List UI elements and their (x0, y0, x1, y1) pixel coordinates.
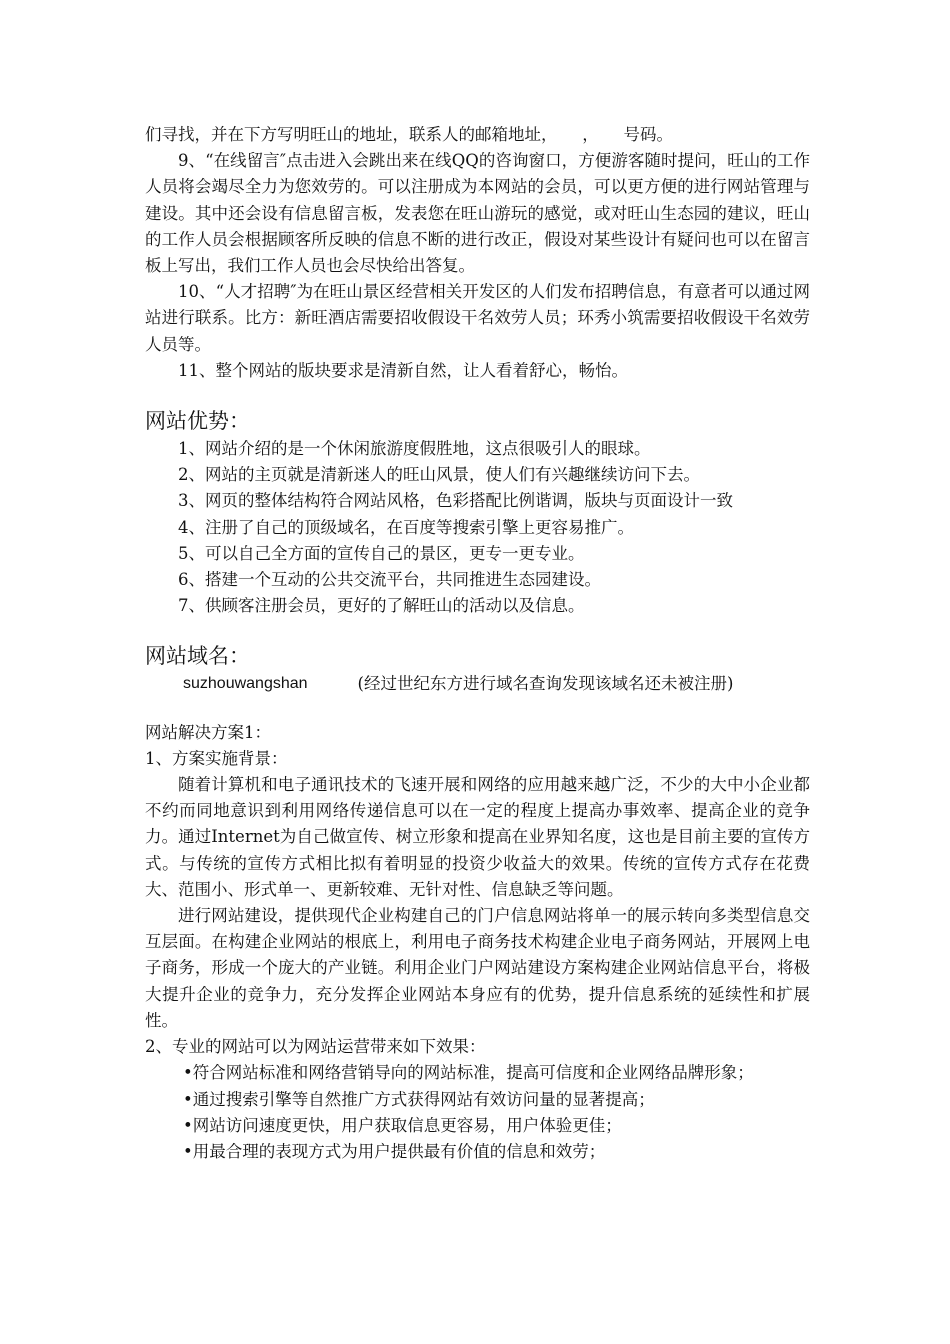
domain-note: (经过世纪东方进行域名查询发现该域名还未被注册) (357, 674, 734, 694)
spacer (145, 384, 810, 406)
advantages-heading: 网站优势： (145, 409, 250, 434)
solution-title: 网站解决方案1： (145, 722, 271, 742)
item-11-paragraph: 11、整个网站的版块要求是清新自然，让人看着舒心，畅怡。 (178, 360, 628, 380)
item-10-paragraph: 10、“人才招聘″为在旺山景区经营相关开发区的人们发布招聘信息，有意者可以通过网站进行联系。比方：新旺酒店需要招收假设干名效劳人员；环秀小筑需要招收假设干名效劳人员等。 (145, 282, 810, 354)
section2-title: 2、专业的网站可以为网站运营带来如下效果： (145, 1037, 486, 1057)
advantage-item: 4、注册了自己的顶级域名，在百度等搜索引擎上更容易推广。 (178, 517, 634, 537)
domain-line (145, 671, 810, 697)
item-9-paragraph: 9、“在线留言″点击进入会跳出来在线QQ的咨询窗口，方便游客随时提问，旺山的工作人员将会竭尽全力为您效劳的。可以注册成为本网站的会员，可以更方便的进行网站管理与建设。其中还会设有信息留言板，发表您在旺山游玩的感觉，或对旺山生态园的建议，旺山的工作人员会根据顾客所反映的信息不断的进行改正，假设对某些设计有疑问也可以在留言板上写出，我们工作人员也会尽快给出答复。 (145, 151, 810, 276)
domain-name: suzhouwangshan (183, 675, 308, 693)
spacer (145, 698, 810, 720)
advantage-item: 5、可以自己全方面的宣传自己的景区，更专一更专业。 (178, 543, 585, 563)
intro-tail-paragraph: 们寻找，并在下方写明旺山的地址，联系人的邮箱地址， ， 号码。 (145, 125, 673, 144)
section1-paragraph: 随着计算机和电子通讯技术的飞速开展和网络的应用越来越广泛，不少的大中小企业都不约而同地意识到利用网络传递信息可以在一定的程度上提高办事效率、提高企业的竞争力。通过Internet为自己做宣传、树立形象和提高在业界知名度，这也是目前主要的宣传方式。与传统的宣传方式相比拟有着明显的投资少收益大的效果。传统的宣传方式存在花费大、范围小、形式单一、更新较难、无针对性、信息缺乏等问题。 (145, 775, 810, 899)
spacer (145, 619, 810, 641)
advantage-item: 2、网站的主页就是清新迷人的旺山风景，使人们有兴趣继续访问下去。 (178, 465, 700, 485)
domain-heading: 网站域名： (145, 644, 250, 669)
advantage-item: 1、网站介绍的是一个休闲旅游度假胜地，这点很吸引人的眼球。 (178, 439, 651, 459)
bullet-item: •通过搜索引擎等自然推广方式获得网站有效访问量的显著提高； (183, 1089, 655, 1109)
advantage-item: 3、网页的整体结构符合网站风格，色彩搭配比例谐调，版块与页面设计一致 (178, 491, 733, 511)
advantage-item: 6、搭建一个互动的公共交流平台，共同推进生态园建设。 (178, 570, 601, 590)
section1-title: 1、方案实施背景： (145, 748, 288, 768)
section1-paragraph: 进行网站建设，提供现代企业构建自己的门户信息网站将单一的展示转向多类型信息交互层面。在构建企业网站的根底上，利用电子商务技术构建企业电子商务网站，开展网上电子商务，形成一个庞大的产业链。利用企业门户网站建设方案构建企业网站信息平台，将极大提升企业的竞争力，充分发挥企业网站本身应有的优势，提升信息系统的延续性和扩展性。 (145, 906, 810, 1030)
advantage-item: 7、供顾客注册会员，更好的了解旺山的活动以及信息。 (178, 596, 585, 616)
bullet-item: •网站访问速度更快，用户获取信息更容易，用户体验更佳； (183, 1115, 622, 1135)
document-page (145, 122, 810, 1165)
bullet-item: •符合网站标准和网络营销导向的网站标准，提高可信度和企业网络品牌形象； (183, 1063, 754, 1083)
bullet-item: •用最合理的表现方式为用户提供最有价值的信息和效劳； (183, 1141, 606, 1161)
